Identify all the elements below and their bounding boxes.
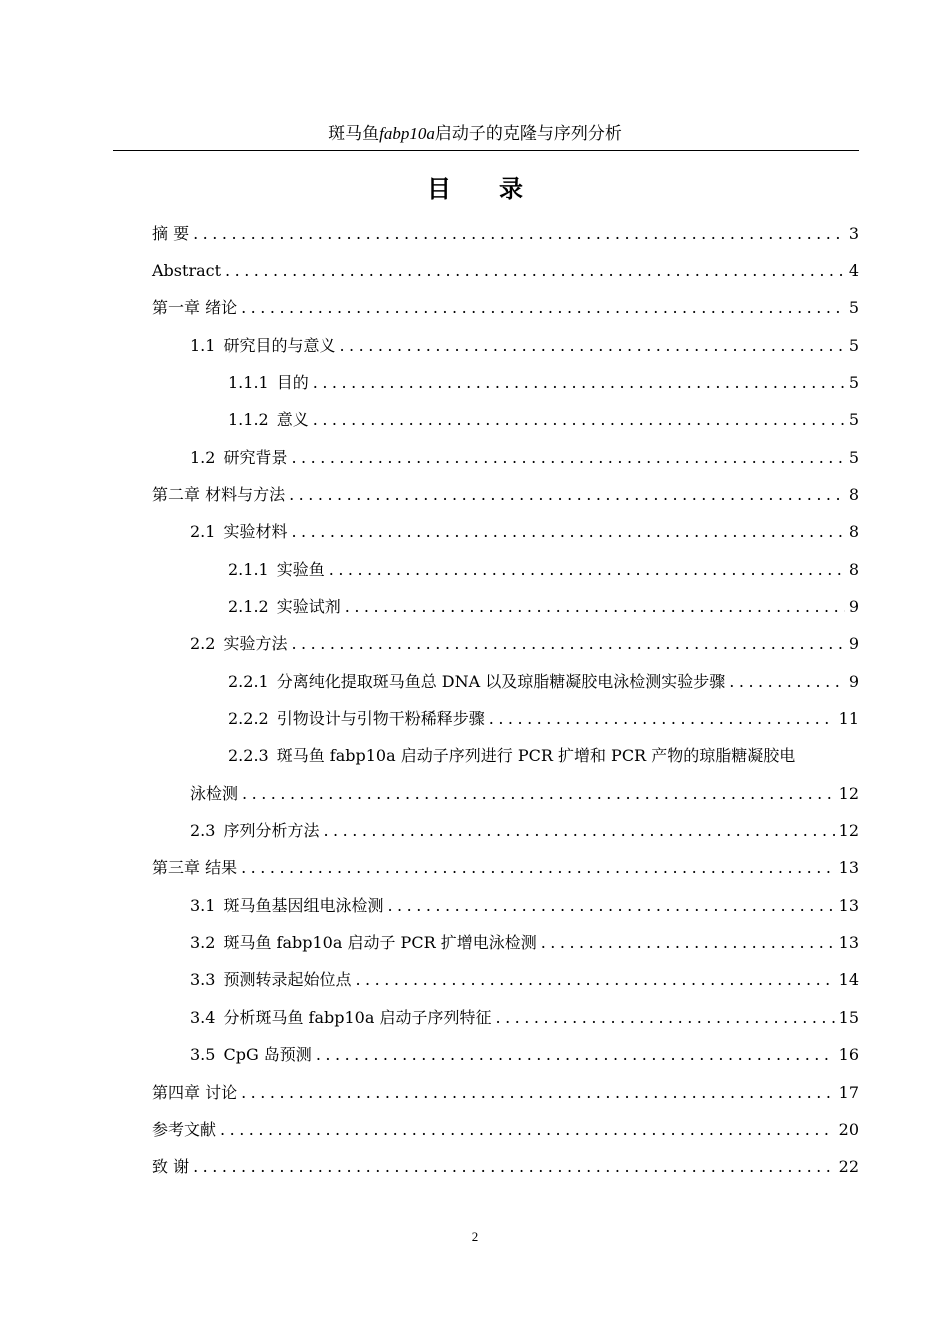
header-post: 启动子的克隆与序列分析 <box>434 124 622 144</box>
toc-entry-abstract-cn[interactable] <box>152 223 859 245</box>
toc-page-number: 13 <box>838 858 859 877</box>
toc-leader <box>313 372 845 394</box>
toc-entry-number: 1.1 <box>190 336 216 355</box>
toc-entry-text: 斑马鱼 fabp10a 启动子序列进行 PCR 扩增和 PCR 产物的琼脂糖凝胶电 <box>276 746 796 765</box>
toc-page-number: 13 <box>838 896 859 915</box>
toc-leader <box>241 1082 835 1104</box>
toc-leader <box>323 820 834 842</box>
toc-entry-text: 意义 <box>276 410 309 429</box>
toc-entry-number: 3.5 <box>190 1045 216 1064</box>
toc-entry-chapter-3[interactable] <box>152 857 859 879</box>
toc-leader <box>355 969 834 991</box>
toc-entry-1-1[interactable] <box>190 335 859 357</box>
toc-entry-text: 参考文献 <box>152 1120 217 1139</box>
toc-leader <box>220 1119 835 1141</box>
toc-entry-2-2-3[interactable] <box>228 745 859 767</box>
toc-entry-text: 预测转录起始位点 <box>223 970 352 989</box>
toc-entry-number: 3.2 <box>190 933 216 952</box>
toc-page-number: 9 <box>848 634 859 653</box>
toc-entry-text: Abstract <box>152 261 222 280</box>
toc-leader <box>541 932 835 954</box>
toc-entry-number: 1.1.1 <box>228 373 269 392</box>
toc-entry-1-1-1[interactable] <box>228 372 859 394</box>
toc-page-number: 20 <box>838 1120 859 1139</box>
toc-page-number: 4 <box>848 261 859 280</box>
toc-entry-text: 泳检测 <box>190 784 239 803</box>
toc-page-number: 8 <box>848 522 859 541</box>
header-pre: 斑马鱼 <box>328 124 380 144</box>
toc-page-number: 5 <box>848 298 859 317</box>
toc-entry-3-2[interactable] <box>190 932 859 954</box>
toc-leader <box>495 1007 834 1029</box>
toc-leader <box>489 708 835 730</box>
toc-leader <box>316 1044 835 1066</box>
toc-title: 目录 <box>427 174 571 203</box>
toc-page-number: 9 <box>848 672 859 691</box>
toc-page-number: 5 <box>848 373 859 392</box>
toc-entry-2-1[interactable] <box>190 521 859 543</box>
toc-entry-2-1-1[interactable] <box>228 559 859 581</box>
toc-page-number: 22 <box>838 1157 859 1176</box>
toc-entry-3-4[interactable] <box>190 1007 859 1029</box>
toc-entry-2-3[interactable] <box>190 820 859 842</box>
toc-entry-text: CpG 岛预测 <box>223 1045 312 1064</box>
toc-page-number: 5 <box>848 448 859 467</box>
toc-leader <box>291 633 844 655</box>
toc-leader <box>313 409 845 431</box>
toc-leader <box>241 297 845 319</box>
toc-entry-number: 3.1 <box>190 896 216 915</box>
toc-entry-2-2-2[interactable] <box>228 708 859 730</box>
toc-leader <box>291 447 844 469</box>
toc-entry-2-1-2[interactable] <box>228 596 859 618</box>
toc-page-number: 13 <box>838 933 859 952</box>
header-italic: fabp10a <box>379 124 435 143</box>
toc-page-number: 3 <box>848 224 859 243</box>
toc-page-number: 5 <box>848 336 859 355</box>
toc-entry-2-2-3-cont[interactable] <box>190 783 859 805</box>
toc-leader <box>225 260 845 282</box>
toc-entry-text: 研究目的与意义 <box>223 336 336 355</box>
toc-leader <box>193 223 845 245</box>
toc-entry-text: 斑马鱼基因组电泳检测 <box>223 896 384 915</box>
toc-page-number: 16 <box>838 1045 859 1064</box>
toc-entry-1-1-2[interactable] <box>228 409 859 431</box>
toc-entry-text: 第一章 绪论 <box>152 298 238 317</box>
toc-entry-chapter-2[interactable] <box>152 484 859 506</box>
toc-entry-abstract-en[interactable] <box>152 260 859 282</box>
toc-entry-text: 分析斑马鱼 fabp10a 启动子序列特征 <box>223 1008 492 1027</box>
toc-entry-number: 1.1.2 <box>228 410 269 429</box>
toc-entry-text: 实验方法 <box>223 634 288 653</box>
toc-page-number: 9 <box>848 597 859 616</box>
toc-leader <box>729 671 845 693</box>
toc-entry-text: 摘 要 <box>152 224 190 243</box>
toc-entry-number: 3.3 <box>190 970 216 989</box>
toc-page-number: 8 <box>848 485 859 504</box>
toc-entry-text: 目的 <box>276 373 309 392</box>
toc-entry-3-5[interactable] <box>190 1044 859 1066</box>
toc-entry-3-3[interactable] <box>190 969 859 991</box>
toc-entry-text: 第二章 材料与方法 <box>152 485 286 504</box>
toc-leader <box>387 895 834 917</box>
toc-entry-number: 2.2.1 <box>228 672 269 691</box>
toc-entry-number: 2.2.2 <box>228 709 269 728</box>
toc-leader <box>242 783 835 805</box>
toc-entry-text: 实验材料 <box>223 522 288 541</box>
toc-entry-text: 实验鱼 <box>276 560 325 579</box>
toc-leader <box>329 559 845 581</box>
toc-entry-text: 第三章 结果 <box>152 858 238 877</box>
toc-entry-2-2[interactable] <box>190 633 859 655</box>
toc-page-number: 17 <box>838 1083 859 1102</box>
toc-entry-text: 实验试剂 <box>276 597 341 616</box>
toc-entry-acknowledgements[interactable] <box>152 1156 859 1178</box>
toc-leader <box>289 484 845 506</box>
toc-leader <box>345 596 845 618</box>
toc-page-number: 14 <box>838 970 859 989</box>
toc-page-number: 15 <box>838 1008 859 1027</box>
toc-entry-text: 致 谢 <box>152 1157 190 1176</box>
toc-entry-number: 1.2 <box>190 448 216 467</box>
toc-entry-text: 序列分析方法 <box>223 821 320 840</box>
toc-entry-number: 2.1.2 <box>228 597 269 616</box>
toc-entry-number: 2.1 <box>190 522 216 541</box>
toc-entry-1-2[interactable] <box>190 447 859 469</box>
toc-page-number: 12 <box>838 821 859 840</box>
toc-entry-text: 斑马鱼 fabp10a 启动子 PCR 扩增电泳检测 <box>223 933 537 952</box>
toc-entry-text: 引物设计与引物干粉稀释步骤 <box>276 709 485 728</box>
toc-entry-2-2-1[interactable] <box>228 671 859 693</box>
toc-leader <box>193 1156 835 1178</box>
toc-entry-number: 2.3 <box>190 821 216 840</box>
toc-page-number: 5 <box>848 410 859 429</box>
toc-entry-number: 2.1.1 <box>228 560 269 579</box>
toc-entry-text: 第四章 讨论 <box>152 1083 238 1102</box>
toc-leader <box>291 521 844 543</box>
toc-page-number: 11 <box>838 709 859 728</box>
toc-entry-number: 2.2.3 <box>228 746 269 765</box>
toc-entry-text: 分离纯化提取斑马鱼总 DNA 以及琼脂糖凝胶电泳检测实验步骤 <box>276 672 726 691</box>
toc-page-number: 12 <box>838 784 859 803</box>
toc-leader <box>241 857 835 879</box>
toc-entry-number: 3.4 <box>190 1008 216 1027</box>
toc-entry-references[interactable] <box>152 1119 859 1141</box>
toc-entry-text: 研究背景 <box>223 448 288 467</box>
toc-entry-3-1[interactable] <box>190 895 859 917</box>
toc-entry-chapter-4[interactable] <box>152 1082 859 1104</box>
toc-entry-number: 2.2 <box>190 634 216 653</box>
toc-page-number: 8 <box>848 560 859 579</box>
page-number: 2 <box>471 1229 479 1244</box>
toc-entry-chapter-1[interactable] <box>152 297 859 319</box>
toc-leader <box>339 335 844 357</box>
